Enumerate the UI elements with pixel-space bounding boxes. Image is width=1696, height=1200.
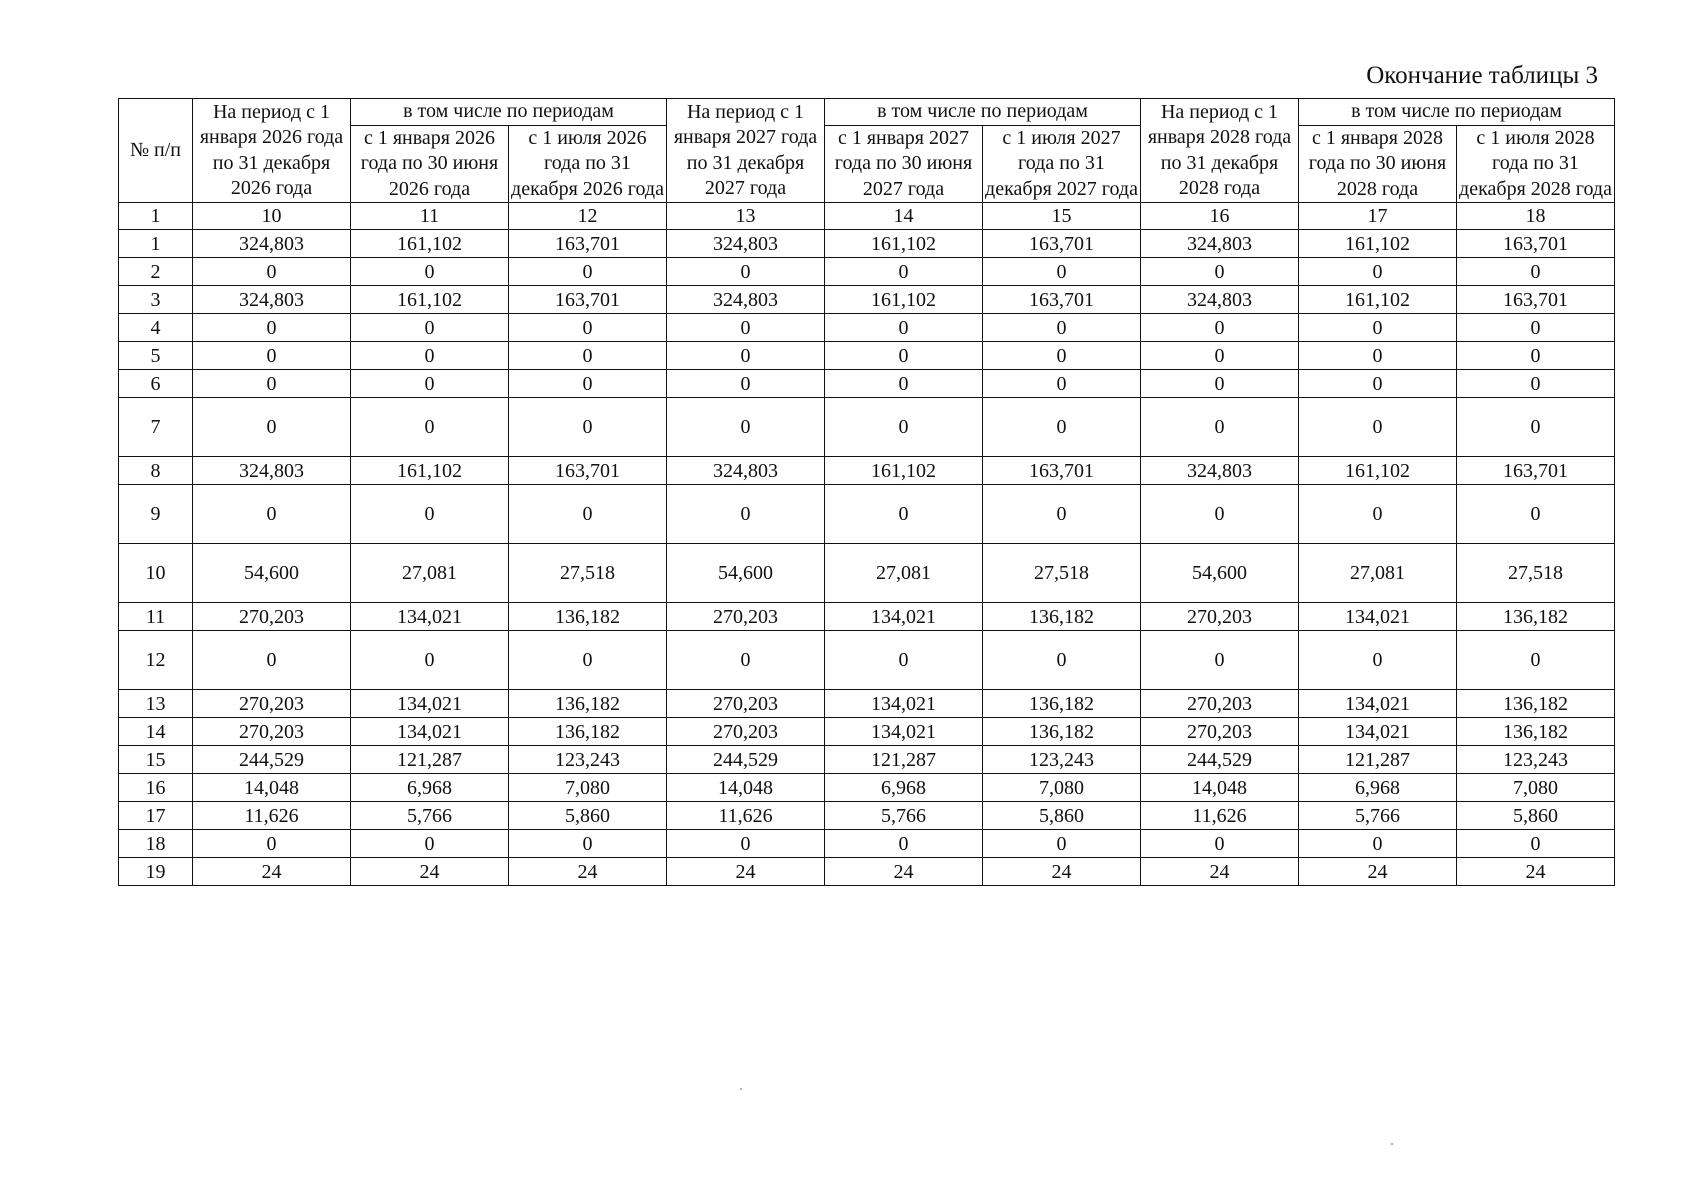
table-cell: 0 <box>1299 631 1457 690</box>
column-index: 15 <box>983 203 1141 230</box>
table-row <box>119 858 1615 886</box>
row-number: 3 <box>119 286 193 314</box>
header-h2-2026: с 1 июля 2026 года по 31 декабря 2026 года <box>509 125 667 203</box>
row-number: 10 <box>119 544 193 603</box>
table-cell: 11,626 <box>193 802 351 830</box>
table-cell: 5,766 <box>825 802 983 830</box>
table-cell: 163,701 <box>509 286 667 314</box>
row-number: 8 <box>119 457 193 485</box>
table-cell: 134,021 <box>1299 718 1457 746</box>
table-cell: 244,529 <box>667 746 825 774</box>
column-index-row <box>119 203 1615 230</box>
table-cell: 24 <box>1457 858 1615 886</box>
header-row-number: № п/п <box>119 99 193 203</box>
table-cell: 0 <box>825 830 983 858</box>
scan-speck <box>740 1088 742 1090</box>
row-number: 6 <box>119 370 193 398</box>
table-cell: 0 <box>825 342 983 370</box>
table-cell: 0 <box>1141 830 1299 858</box>
table-cell: 24 <box>667 858 825 886</box>
table-cell: 6,968 <box>1299 774 1457 802</box>
table-cell: 324,803 <box>1141 286 1299 314</box>
table-cell: 134,021 <box>825 718 983 746</box>
table-cell: 270,203 <box>667 718 825 746</box>
table-cell: 0 <box>667 342 825 370</box>
table-row <box>119 802 1615 830</box>
table-cell: 0 <box>983 370 1141 398</box>
column-index: 17 <box>1299 203 1457 230</box>
table-cell: 7,080 <box>1457 774 1615 802</box>
table-cell: 54,600 <box>193 544 351 603</box>
table-cell: 0 <box>193 314 351 342</box>
header-h1-2027: с 1 января 2027 года по 30 июня 2027 года <box>825 125 983 203</box>
table-cell: 54,600 <box>1141 544 1299 603</box>
table-cell: 0 <box>1457 314 1615 342</box>
table-cell: 0 <box>983 830 1141 858</box>
table-cell: 123,243 <box>983 746 1141 774</box>
header-group-2027: в том числе по периодам <box>825 99 1141 126</box>
row-number: 18 <box>119 830 193 858</box>
table-cell: 0 <box>983 258 1141 286</box>
table-cell: 121,287 <box>351 746 509 774</box>
header-total-2027: На период с 1 января 2027 года по 31 декабря 2027 года <box>667 99 825 203</box>
table-cell: 24 <box>1141 858 1299 886</box>
table-row <box>119 631 1615 690</box>
table-cell: 24 <box>193 858 351 886</box>
table-cell: 270,203 <box>1141 603 1299 631</box>
table-cell: 0 <box>193 370 351 398</box>
table-cell: 0 <box>1457 398 1615 457</box>
table-cell: 0 <box>1457 485 1615 544</box>
table-cell: 270,203 <box>193 718 351 746</box>
row-number: 2 <box>119 258 193 286</box>
table-row <box>119 746 1615 774</box>
table-cell: 0 <box>667 485 825 544</box>
table-cell: 0 <box>1141 370 1299 398</box>
table-cell: 0 <box>667 314 825 342</box>
table-cell: 0 <box>1457 258 1615 286</box>
table-cell: 5,860 <box>983 802 1141 830</box>
table-cell: 0 <box>1299 314 1457 342</box>
column-index: 1 <box>119 203 193 230</box>
table-row <box>119 603 1615 631</box>
table-cell: 0 <box>667 398 825 457</box>
table-cell: 270,203 <box>193 603 351 631</box>
table-cell: 0 <box>193 258 351 286</box>
table-cell: 0 <box>1141 631 1299 690</box>
table-cell: 0 <box>825 485 983 544</box>
table-cell: 14,048 <box>1141 774 1299 802</box>
table-cell: 134,021 <box>1299 690 1457 718</box>
header-h1-2028: с 1 января 2028 года по 30 июня 2028 года <box>1299 125 1457 203</box>
table-cell: 0 <box>1299 370 1457 398</box>
table-cell: 0 <box>667 830 825 858</box>
header-h1-2026: с 1 января 2026 года по 30 июня 2026 года <box>351 125 509 203</box>
table-cell: 14,048 <box>667 774 825 802</box>
table-cell: 0 <box>1457 631 1615 690</box>
table-cell: 324,803 <box>1141 230 1299 258</box>
table-cell: 244,529 <box>1141 746 1299 774</box>
header-row-top <box>119 99 1615 126</box>
table-cell: 0 <box>351 485 509 544</box>
table-cell: 11,626 <box>1141 802 1299 830</box>
table-cell: 134,021 <box>825 603 983 631</box>
row-number: 9 <box>119 485 193 544</box>
table-row <box>119 398 1615 457</box>
table-cell: 0 <box>509 370 667 398</box>
table-cell: 161,102 <box>351 230 509 258</box>
row-number: 7 <box>119 398 193 457</box>
table-cell: 0 <box>983 631 1141 690</box>
table-cell: 270,203 <box>667 603 825 631</box>
table-cell: 161,102 <box>825 286 983 314</box>
table-cell: 161,102 <box>1299 457 1457 485</box>
header-group-2026: в том числе по периодам <box>351 99 667 126</box>
table-cell: 5,860 <box>1457 802 1615 830</box>
table-cell: 121,287 <box>1299 746 1457 774</box>
table-cell: 0 <box>351 342 509 370</box>
header-h2-2027: с 1 июля 2027 года по 31 декабря 2027 года <box>983 125 1141 203</box>
row-number: 16 <box>119 774 193 802</box>
table-cell: 24 <box>825 858 983 886</box>
table-cell: 324,803 <box>667 457 825 485</box>
table-caption: Окончание таблицы 3 <box>1366 62 1598 89</box>
table-cell: 324,803 <box>1141 457 1299 485</box>
table-cell: 136,182 <box>1457 690 1615 718</box>
table-cell: 123,243 <box>509 746 667 774</box>
table-cell: 161,102 <box>351 286 509 314</box>
table-cell: 0 <box>1457 830 1615 858</box>
table-cell: 0 <box>825 370 983 398</box>
row-number: 12 <box>119 631 193 690</box>
table-cell: 0 <box>193 631 351 690</box>
table-cell: 0 <box>193 398 351 457</box>
table-row <box>119 718 1615 746</box>
table-cell: 161,102 <box>825 230 983 258</box>
table-row <box>119 286 1615 314</box>
column-index: 18 <box>1457 203 1615 230</box>
table-cell: 0 <box>351 258 509 286</box>
row-number: 17 <box>119 802 193 830</box>
table-cell: 0 <box>1141 258 1299 286</box>
row-number: 1 <box>119 230 193 258</box>
table-cell: 5,860 <box>509 802 667 830</box>
table-cell: 0 <box>351 830 509 858</box>
row-number: 19 <box>119 858 193 886</box>
table-row <box>119 230 1615 258</box>
table-cell: 136,182 <box>509 603 667 631</box>
table-cell: 270,203 <box>193 690 351 718</box>
table-cell: 5,766 <box>351 802 509 830</box>
table-cell: 136,182 <box>1457 603 1615 631</box>
table-row <box>119 774 1615 802</box>
table-cell: 163,701 <box>1457 230 1615 258</box>
table-cell: 136,182 <box>983 690 1141 718</box>
table-cell: 0 <box>983 398 1141 457</box>
table-cell: 0 <box>193 342 351 370</box>
table-cell: 0 <box>983 485 1141 544</box>
table-cell: 0 <box>1457 342 1615 370</box>
table-cell: 324,803 <box>667 230 825 258</box>
table-cell: 0 <box>509 398 667 457</box>
table-cell: 163,701 <box>1457 457 1615 485</box>
table-row <box>119 342 1615 370</box>
column-index: 10 <box>193 203 351 230</box>
table-cell: 136,182 <box>983 718 1141 746</box>
table-header <box>119 99 1615 203</box>
table-cell: 134,021 <box>1299 603 1457 631</box>
table-cell: 0 <box>509 830 667 858</box>
scan-speck <box>1391 1143 1393 1145</box>
table-cell: 14,048 <box>193 774 351 802</box>
column-index: 12 <box>509 203 667 230</box>
table-row <box>119 258 1615 286</box>
table-cell: 324,803 <box>193 457 351 485</box>
table-cell: 27,518 <box>1457 544 1615 603</box>
table-cell: 0 <box>509 342 667 370</box>
table-cell: 270,203 <box>1141 718 1299 746</box>
table-body <box>119 203 1615 886</box>
table-cell: 0 <box>1141 342 1299 370</box>
table-cell: 0 <box>351 314 509 342</box>
table-cell: 27,518 <box>509 544 667 603</box>
table-cell: 136,182 <box>509 718 667 746</box>
table-cell: 134,021 <box>351 690 509 718</box>
table-cell: 0 <box>1141 314 1299 342</box>
table-cell: 7,080 <box>983 774 1141 802</box>
table-cell: 0 <box>667 631 825 690</box>
table-cell: 0 <box>667 370 825 398</box>
table-row <box>119 830 1615 858</box>
table-cell: 27,081 <box>1299 544 1457 603</box>
table-cell: 0 <box>351 370 509 398</box>
row-number: 14 <box>119 718 193 746</box>
table-cell: 0 <box>193 830 351 858</box>
table-cell: 0 <box>1141 485 1299 544</box>
header-group-2028: в том числе по периодам <box>1299 99 1615 126</box>
column-index: 13 <box>667 203 825 230</box>
table-row <box>119 457 1615 485</box>
table-cell: 123,243 <box>1457 746 1615 774</box>
table-cell: 0 <box>351 398 509 457</box>
table-cell: 0 <box>193 485 351 544</box>
table-cell: 134,021 <box>351 718 509 746</box>
table-row <box>119 690 1615 718</box>
table-cell: 5,766 <box>1299 802 1457 830</box>
data-table <box>118 98 1615 886</box>
table-cell: 270,203 <box>667 690 825 718</box>
table-cell: 324,803 <box>193 286 351 314</box>
table-cell: 6,968 <box>351 774 509 802</box>
table-cell: 27,081 <box>351 544 509 603</box>
table-cell: 163,701 <box>509 230 667 258</box>
header-total-2026: На период с 1 января 2026 года по 31 декабря 2026 года <box>193 99 351 203</box>
table-cell: 0 <box>1299 258 1457 286</box>
header-h2-2028: с 1 июля 2028 года по 31 декабря 2028 года <box>1457 125 1615 203</box>
row-number: 5 <box>119 342 193 370</box>
table-cell: 0 <box>509 314 667 342</box>
table-cell: 270,203 <box>1141 690 1299 718</box>
table-cell: 24 <box>351 858 509 886</box>
table-cell: 0 <box>825 631 983 690</box>
table-cell: 0 <box>1457 370 1615 398</box>
row-number: 15 <box>119 746 193 774</box>
table-cell: 161,102 <box>825 457 983 485</box>
table-row <box>119 314 1615 342</box>
table-cell: 0 <box>825 314 983 342</box>
table-cell: 161,102 <box>1299 286 1457 314</box>
table-cell: 136,182 <box>509 690 667 718</box>
table-cell: 0 <box>1299 398 1457 457</box>
table-cell: 134,021 <box>825 690 983 718</box>
table-row <box>119 544 1615 603</box>
table-cell: 0 <box>351 631 509 690</box>
table-cell: 161,102 <box>1299 230 1457 258</box>
table-cell: 121,287 <box>825 746 983 774</box>
table-cell: 324,803 <box>667 286 825 314</box>
table-cell: 136,182 <box>983 603 1141 631</box>
table-cell: 24 <box>1299 858 1457 886</box>
column-index: 11 <box>351 203 509 230</box>
table-cell: 324,803 <box>193 230 351 258</box>
table-row <box>119 370 1615 398</box>
table-cell: 134,021 <box>351 603 509 631</box>
table-row <box>119 485 1615 544</box>
table-cell: 0 <box>509 631 667 690</box>
table-cell: 163,701 <box>983 457 1141 485</box>
table-cell: 244,529 <box>193 746 351 774</box>
header-total-2028: На период с 1 января 2028 года по 31 декабря 2028 года <box>1141 99 1299 203</box>
table-cell: 163,701 <box>1457 286 1615 314</box>
table-cell: 0 <box>1141 398 1299 457</box>
table-cell: 0 <box>983 314 1141 342</box>
row-number: 4 <box>119 314 193 342</box>
table-cell: 0 <box>1299 830 1457 858</box>
table-cell: 11,626 <box>667 802 825 830</box>
table-cell: 0 <box>1299 342 1457 370</box>
table-cell: 24 <box>983 858 1141 886</box>
row-number: 13 <box>119 690 193 718</box>
table-cell: 0 <box>509 485 667 544</box>
table-cell: 0 <box>825 258 983 286</box>
table-cell: 0 <box>825 398 983 457</box>
table-cell: 54,600 <box>667 544 825 603</box>
table-cell: 0 <box>509 258 667 286</box>
table-cell: 7,080 <box>509 774 667 802</box>
table-cell: 161,102 <box>351 457 509 485</box>
table-cell: 24 <box>509 858 667 886</box>
table-cell: 0 <box>983 342 1141 370</box>
column-index: 14 <box>825 203 983 230</box>
table-cell: 27,081 <box>825 544 983 603</box>
table-cell: 0 <box>667 258 825 286</box>
table-cell: 163,701 <box>983 286 1141 314</box>
table-cell: 0 <box>1299 485 1457 544</box>
column-index: 16 <box>1141 203 1299 230</box>
table-cell: 136,182 <box>1457 718 1615 746</box>
row-number: 11 <box>119 603 193 631</box>
table-cell: 27,518 <box>983 544 1141 603</box>
table-cell: 6,968 <box>825 774 983 802</box>
table-cell: 163,701 <box>509 457 667 485</box>
table-cell: 163,701 <box>983 230 1141 258</box>
